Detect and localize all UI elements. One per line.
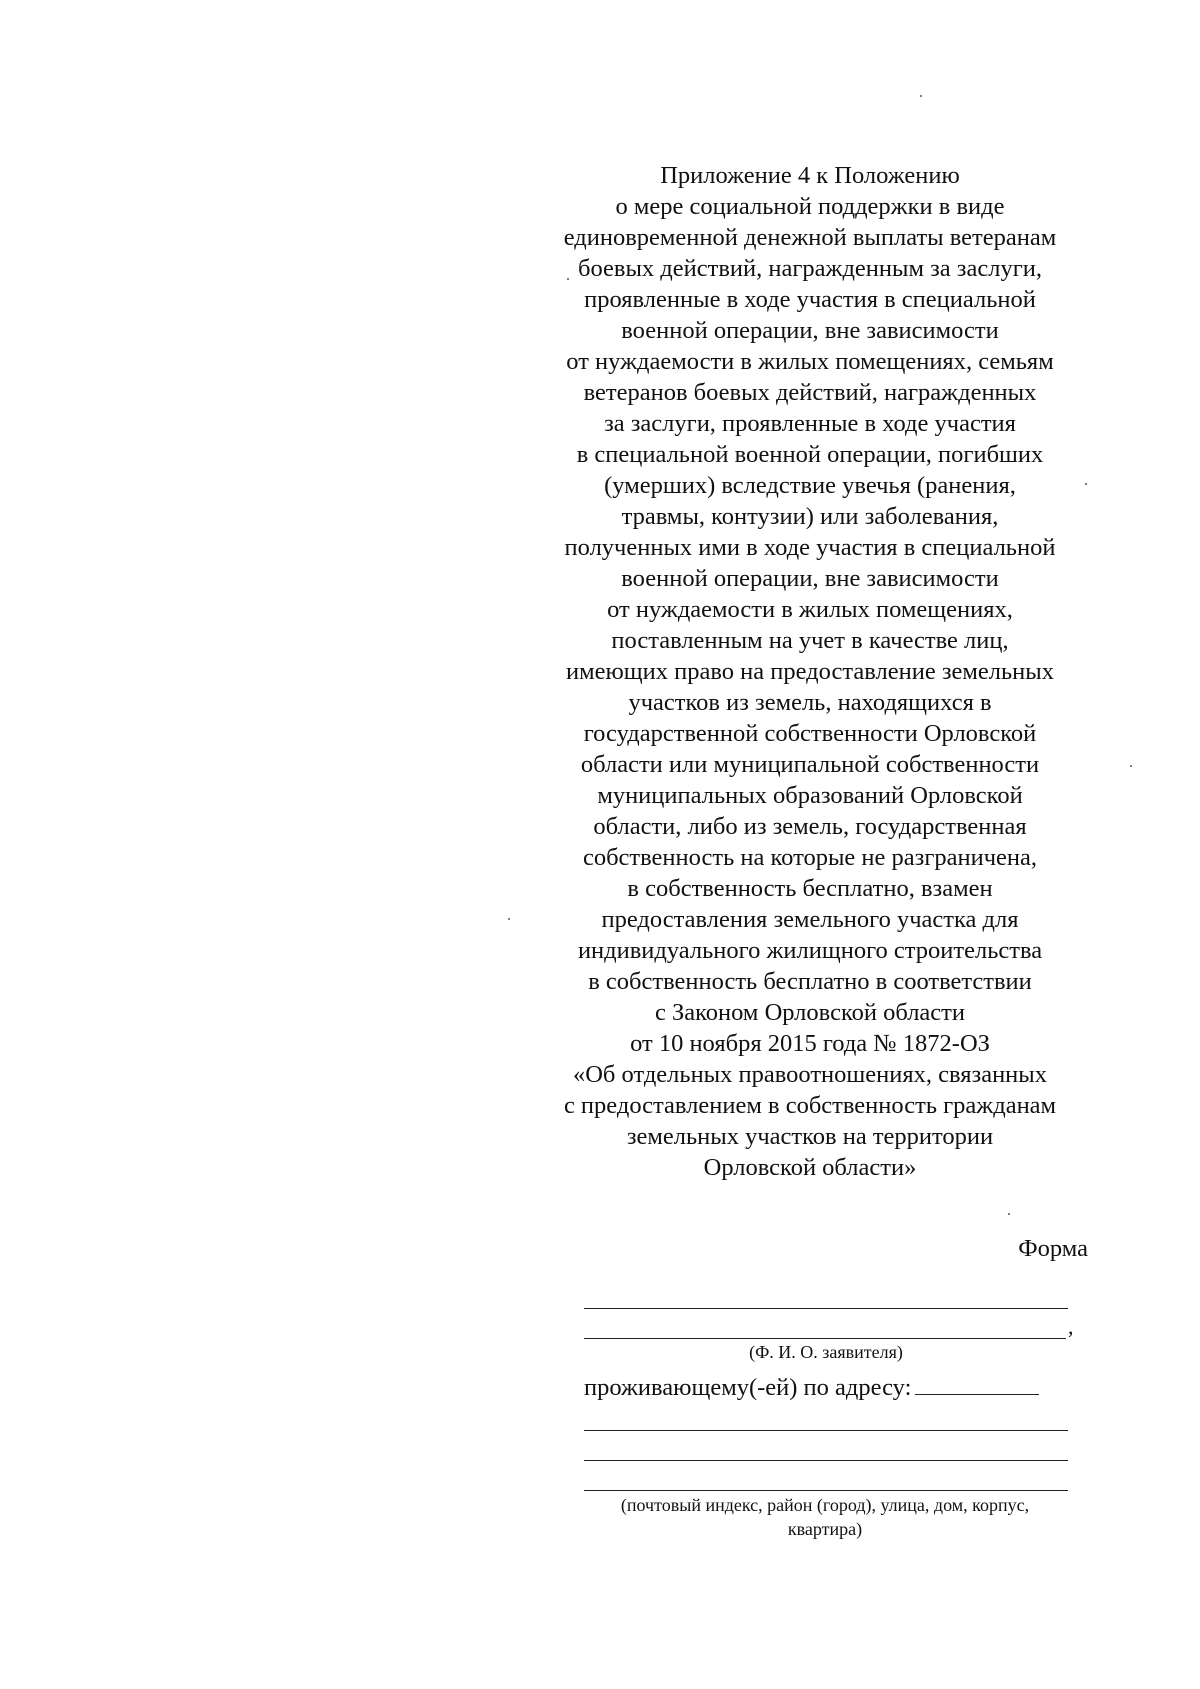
appendix-line: государственной собственности Орловской <box>583 720 1037 747</box>
address-row <box>584 1370 1039 1403</box>
appendix-line: полученных ими в ходе участия в специальной <box>564 534 1056 561</box>
appendix-line: от нуждаемости в жилых помещениях, семьям <box>566 348 1054 375</box>
appendix-line: в собственность бесплатно в соответствии <box>588 968 1032 995</box>
appendix-line: боевых действий, награжденным за заслуги, <box>578 255 1042 282</box>
appendix-line: имеющих право на предоставление земельных <box>566 658 1054 685</box>
appendix-line: собственность на которые не разграничена, <box>582 844 1038 871</box>
address-inline-line[interactable] <box>915 1370 1039 1395</box>
address-caption-line-1: (почтовый индекс, район (город), улица, дом, корпус, <box>620 1495 1030 1515</box>
appendix-line: Орловской области» <box>703 1154 917 1181</box>
scan-speck <box>1130 765 1132 767</box>
scan-speck <box>920 95 922 97</box>
scan-speck <box>1008 1213 1010 1215</box>
appendix-line: в специальной военной операции, погибших <box>576 441 1044 468</box>
appendix-line: «Об отдельных правоотношениях, связанных <box>572 1061 1048 1088</box>
appendix-line: предоставления земельного участка для <box>601 906 1019 933</box>
applicant-caption: (Ф. И. О. заявителя) <box>749 1342 903 1362</box>
appendix-line: военной операции, вне зависимости <box>621 317 999 344</box>
scan-speck <box>567 278 569 280</box>
applicant-name-line-2[interactable] <box>584 1338 1066 1339</box>
scan-speck <box>508 918 510 920</box>
appendix-line: с Законом Орловской области <box>654 999 966 1026</box>
appendix-line: (умерших) вследствие увечья (ранения, <box>604 472 1016 499</box>
trailing-comma: , <box>1068 1314 1074 1339</box>
appendix-line: земельных участков на территории <box>626 1123 994 1150</box>
appendix-line: с предоставлением в собственность гражданам <box>563 1092 1057 1119</box>
applicant-name-line-1[interactable] <box>584 1308 1068 1309</box>
form-label: Форма <box>1018 1235 1088 1262</box>
appendix-line: индивидуального жилищного строительства <box>577 937 1043 964</box>
address-line-3[interactable] <box>584 1490 1068 1491</box>
appendix-line: области, либо из земель, государственная <box>593 813 1027 840</box>
appendix-line: единовременной денежной выплаты ветеранам <box>563 224 1057 251</box>
appendix-line: военной операции, вне зависимости <box>621 565 999 592</box>
appendix-line: травмы, контузии) или заболевания, <box>621 503 999 530</box>
appendix-line: за заслуги, проявленные в ходе участия <box>604 410 1016 437</box>
appendix-line: поставленным на учет в качестве лиц, <box>611 627 1009 654</box>
appendix-line: участков из земель, находящихся в <box>628 689 992 716</box>
scan-speck <box>1085 483 1087 485</box>
appendix-line: о мере социальной поддержки в виде <box>615 193 1005 220</box>
appendix-line: Приложение 4 к Положению <box>660 162 960 189</box>
appendix-line: ветеранов боевых действий, награжденных <box>583 379 1037 406</box>
address-caption-line-2: квартира) <box>787 1519 863 1539</box>
appendix-line: области или муниципальной собственности <box>580 751 1040 778</box>
appendix-line: муниципальных образований Орловской <box>597 782 1023 809</box>
address-label: проживающему(-ей) по адресу: <box>584 1374 912 1401</box>
address-line-2[interactable] <box>584 1460 1068 1461</box>
address-line-1[interactable] <box>584 1430 1068 1431</box>
appendix-line: в собственность бесплатно, взамен <box>627 875 993 902</box>
appendix-line: от нуждаемости в жилых помещениях, <box>607 596 1013 623</box>
appendix-line: от 10 ноября 2015 года № 1872-ОЗ <box>630 1030 990 1057</box>
appendix-line: проявленные в ходе участия в специальной <box>584 286 1036 313</box>
appendix-heading <box>530 160 1090 1183</box>
address-caption <box>560 1493 1090 1541</box>
